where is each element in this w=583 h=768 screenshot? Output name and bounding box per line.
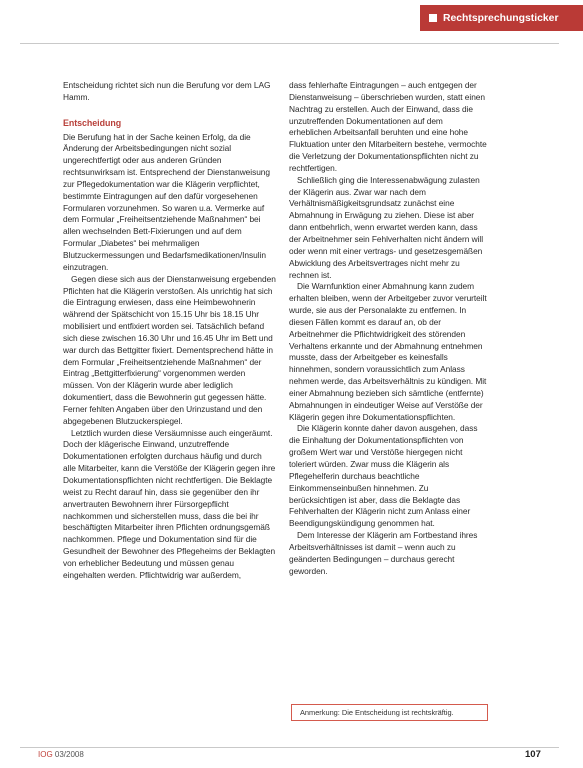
paragraph: Schließlich ging die Interessenabwägung zulasten der Klägerin aus. Zwar war nach dem Verhältnismäßigkeitsgrundsatz zunächst eine Abmahnung in Erwägung zu ziehen. Diese ist aber dann entbehrlich, wenn erwartet werden kann, dass der Arbeitnehmer sein Fehlverhalten nicht ändern will oder wenn mit einer vertrags- und gesetzesgemäßen Abwicklung des Arbeitsvertrages nicht mehr zu rechnen ist. [289, 174, 483, 280]
intro-paragraph: Entscheidung richtet sich nun die Berufung vor dem LAG Hamm. [63, 80, 271, 102]
issue-label: 03/2008 [54, 750, 84, 759]
bottom-divider [20, 747, 559, 748]
note-box [291, 704, 488, 721]
paragraph: Dem Interesse der Klägerin am Fortbestand ihres Arbeitsverhältnisses ist damit – wenn auch zu geänderten Bedingungen – durchaus gerecht geworden. [289, 530, 478, 576]
left-column [63, 80, 276, 582]
section-heading: Entscheidung [63, 117, 122, 128]
paragraph: Letztlich wurden diese Versäumnisse auch eingeräumt. Doch der klägerische Einwand, unzutreffende Dokumentationen erfolgten durchaus häufig und durch alle Mitarbeiter, kann die Verstöße der Klägerin gegen ihre Dokumentationspflichten nicht rechtfertigen. Die Beklagte weist zu Recht darauf hin, dass sie gegenüber den ihr anvertrauten Bewohnern ihrer Fürsorgepflicht nachkommen und sicherstellen muss, dass die bei ihr beschäftigten Mitarbeiter ihren Pflichten ordnungsgemäß nachkommen. Pflege und Dokumentation sind für die Gesundheit der Bewohner des Pflegeheims der Beklagten von erheblicher Bedeutung und müssen genau eingehalten werden. Pflichtwidrig war außerdem, [63, 427, 276, 580]
right-column [289, 80, 487, 577]
paragraph: Die Berufung hat in der Sache keinen Erfolg, da die Änderung der Arbeitsbedingungen nicht sozial ungerechtfertigt oder aus anderen Gründen rechtsunwirksam ist. Entsprechend der Dienstanweisung zur Pflegedokumentation war die Klägerin verpflichtet, bestimmte Eintragungen auf den dafür vorgesehenen Formularen vorzunehmen. So waren u.a. Vermerke auf dem Formular „Freiheitsentziehende Maßnahmen“ bei allen wechselnden Bett-Fixierungen und auf dem Formular „Diabetes“ bei mehrmaligen Blutzuckermessungen und Bedarfsmedikationen/Insulin einzutragen. [63, 131, 270, 272]
section-label: Rechtsprechungsticker [443, 12, 559, 24]
note-text: Anmerkung: Die Entscheidung ist rechtskräftig. [300, 708, 454, 717]
paragraph: Gegen diese sich aus der Dienstanweisung ergebenden Pflichten hat die Klägerin verstoßen. Als unrichtig hat sich die Eintragung erwiesen, dass eine Heimbewohnerin während der Spätschicht von 15.15 Uhr bis 18.15 Uhr mobilisiert und entfixiert worden sei. Tatsächlich befand sich diese zwischen 16.30 Uhr und 16.45 Uhr im Bett und war durch das Bettgitter fixiert. Dementsprechend hätte in dem Formular „Freiheitsentziehende Maßnahmen“ der Eintrag „Bettgitterfixierung“ vorgenommen werden müssen. Von der Klägerin wurde aber lediglich dokumentiert, dass die Bewohnerin gut gegessen hätte. Ferner fehlten Angaben über den Urinzustand und den abgegebenen Blutzuckerspiegel. [63, 273, 276, 426]
section-tag [420, 5, 583, 31]
square-icon [429, 14, 437, 22]
paragraph: Die Warnfunktion einer Abmahnung kann zudem erhalten bleiben, wenn der Arbeitgeber zuvor verurteilt wurde, sie aus der Personalakte zu entfernen. In diesen Fällen kommt es darauf an, ob der Arbeitnehmer die Pflichtwidrigkeit des störenden Verhaltens erkannte und der Abmahnung entnehmen musste, dass der Arbeitgeber es keinesfalls hinnehmen, sondern voraussichtlich zum Anlass nehmen werde, das Arbeitsverhältnis zu kündigen. Mit einer Abmahnung bezieben sich sämtliche (entfernte) Abmahnungen in eindeutiger Weise auf Verstöße der Klägerin gegen ihre Dokumentationspflichten. [289, 281, 487, 422]
top-divider [20, 43, 559, 44]
paragraph: Die Klägerin konnte daher davon ausgehen, dass die Einhaltung der Dokumentationspflichten von großem Wert war und Verstöße hiergegen nicht toleriert würden. Zwar muss die Klägerin als Pflegehelferin durchaus beachtliche Einkommenseinbußen hinnehmen. Zu berücksichtigen ist aber, dass die Beklagte das Fehlverhalten der Klägerin nicht zum Anlass einer Beendigungskündigung genommen hat. [289, 423, 478, 529]
page-number: 107 [525, 749, 541, 760]
paragraph: dass fehlerhafte Eintragungen – auch entgegen der Dienstanweisung – überschrieben wurden, statt einen Nachtrag zu erstellen. Auch der Einwand, dass die unzutreffenden Dokumentationen auf dem erheblichen Arbeitsanfall beruhten und eine hohe Fluktuation unter den Mitarbeitern bestehe, vermochte die Verletzung der Dokumentationspflichten nicht zu rechtfertigen. [289, 80, 487, 173]
brand-label: IOG [38, 750, 53, 759]
footer-issue [38, 750, 84, 759]
